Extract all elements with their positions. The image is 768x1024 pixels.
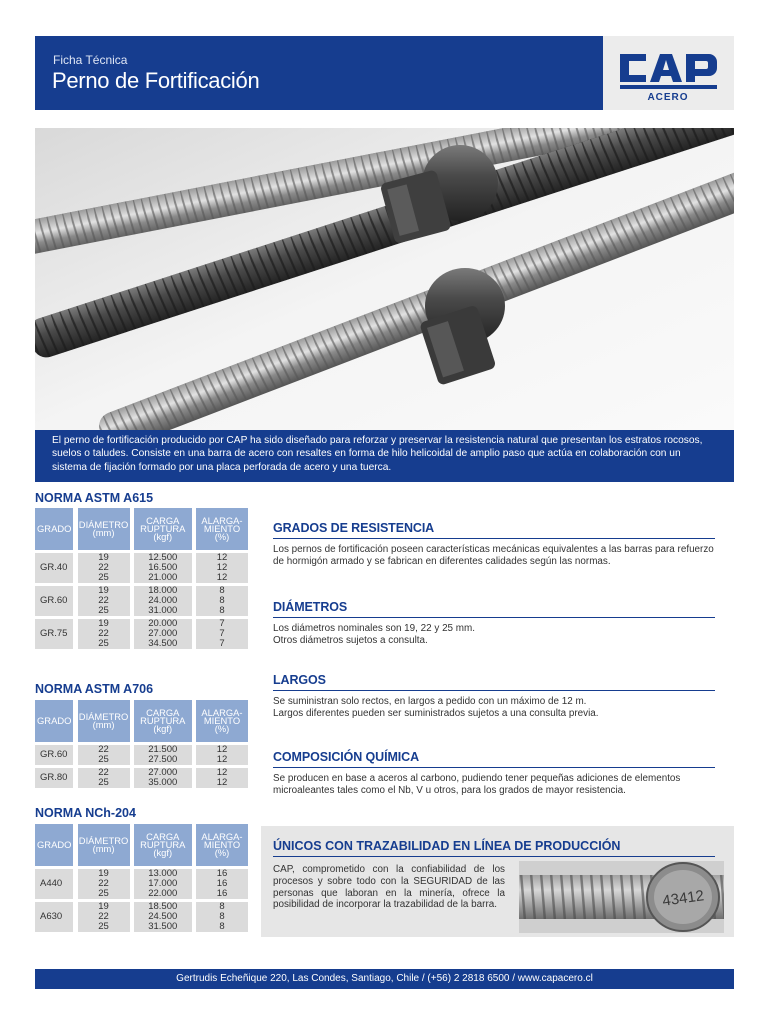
cap-logo: [616, 48, 720, 102]
contact-footer: Gertrudis Echeñique 220, Las Condes, Santiago, Chile / (+56) 2 2818 6500 / www.capacero.cl: [35, 969, 734, 989]
table-row: 25 22.000 16: [35, 889, 248, 899]
table-row: GR.75 19 20.000 7: [35, 619, 248, 629]
section-largos: [273, 673, 715, 720]
table-row: 25 21.000 12: [35, 573, 248, 583]
section-text: Los diámetros nominales son 19, 22 y 25 mm. Otros diámetros sujetos a consulta.: [273, 623, 475, 646]
table-row: GR.40 19 12.500 12: [35, 553, 248, 563]
traceability-box: [261, 826, 734, 937]
section-heading: ÚNICOS CON TRAZABILIDAD EN LÍNEA DE PRODUCCIÓN: [273, 839, 715, 857]
section-heading: GRADOS DE RESISTENCIA: [273, 521, 715, 539]
page-title: Perno de Fortificación: [52, 68, 260, 93]
spec-table-astm-a706: GRADO DIÁMETRO (mm) CARGA RUPTURA (kgf) ALARGA- MIENTO (%) GR.60 22 21.500 12 25 27.500 12 GR.80 22 27.000 12 25 35.000 12: [35, 700, 248, 788]
table-row: 25 35.000 12: [35, 778, 248, 788]
header-banner: [35, 36, 734, 110]
table-row: A630 19 18.500 8: [35, 902, 248, 912]
table-row: GR.60 22 21.500 12: [35, 745, 248, 755]
section-diametros: [273, 600, 715, 647]
section-heading: DIÁMETROS: [273, 600, 715, 618]
table-title-astm-a615: NORMA ASTM A615: [35, 491, 154, 505]
section-text: Se producen en base a aceros al carbono, pudiendo tener pequeñas adiciones de elementos microaleantes tales como el Nb, V u otros, para los grados de mayor resistencia.: [273, 773, 681, 796]
header-title-block: [35, 36, 603, 110]
section-heading: LARGOS: [273, 673, 715, 691]
col-alarga: ALARGA- MIENTO (%): [196, 508, 248, 550]
table-row: 22 17.000 16: [35, 879, 248, 889]
product-description: El perno de fortificación producido por CAP ha sido diseñado para reforzar y preservar la resistencia natural que presentan los estratos rocosos, suelos o taludes. Consiste en una barra de acero con resaltes en forma de hilo helicoidal de amplio paso que actúa en colaboración con un sistema de fijación formado por una placa perforada de acero y una tuerca.: [35, 430, 734, 482]
traceability-stamp-image: [519, 861, 724, 933]
table-title-nch-204: NORMA NCh-204: [35, 806, 136, 820]
col-grado: GRADO: [35, 508, 73, 550]
table-row: 22 27.000 7: [35, 629, 248, 639]
table-row: GR.60 19 18.000 8: [35, 586, 248, 596]
section-composicion: [273, 750, 715, 797]
section-grados: [273, 521, 715, 568]
table-row: 25 31.500 8: [35, 922, 248, 932]
table-row: 22 24.500 8: [35, 912, 248, 922]
table-row: A440 19 13.000 16: [35, 869, 248, 879]
spec-table-nch-204: GRADO DIÁMETRO (mm) CARGA RUPTURA (kgf) ALARGA- MIENTO (%) A440 19 13.000 16 22 17.000 16 25 22.000 16 A630 19 18.500 8 22 24.500 8 25 31.500 8: [35, 824, 248, 932]
section-heading: COMPOSICIÓN QUÍMICA: [273, 750, 715, 768]
section-text: Los pernos de fortificación poseen características mecánicas equivalentes a las barras para refuerzo de hormigón armado y se fabrican en diferentes calidades según las normas.: [273, 544, 714, 567]
spec-table-astm-a615: [35, 508, 248, 649]
table-row: 25 34.500 7: [35, 639, 248, 649]
table-row: 22 16.500 12: [35, 563, 248, 573]
stamp-number: 43412: [661, 887, 706, 910]
section-text: CAP, comprometido con la confiabilidad de los procesos y sobre todo con la SEGURIDAD de las personas que laboran en la minería, ofrece la posibilidad de incorporar la trazabilidad de la barra.: [273, 864, 505, 911]
logo-subtext: ACERO: [647, 92, 689, 102]
section-text: Se suministran solo rectos, en largos a pedido con un máximo de 12 m. Largos diferentes pueden ser suministrados sujetos a una consulta previa.: [273, 696, 599, 719]
col-diametro: DIÁMETRO (mm): [78, 508, 130, 550]
table-row: 25 27.500 12: [35, 755, 248, 765]
fortification-bolts-image: [35, 128, 734, 430]
table-title-astm-a706: NORMA ASTM A706: [35, 682, 154, 696]
table-row: GR.80 22 27.000 12: [35, 768, 248, 778]
table-row: 25 31.000 8: [35, 606, 248, 616]
col-carga: CARGA RUPTURA (kgf): [134, 508, 192, 550]
table-row: 22 24.000 8: [35, 596, 248, 606]
product-photo: [35, 128, 734, 430]
document-type-label: Ficha Técnica: [53, 53, 128, 67]
